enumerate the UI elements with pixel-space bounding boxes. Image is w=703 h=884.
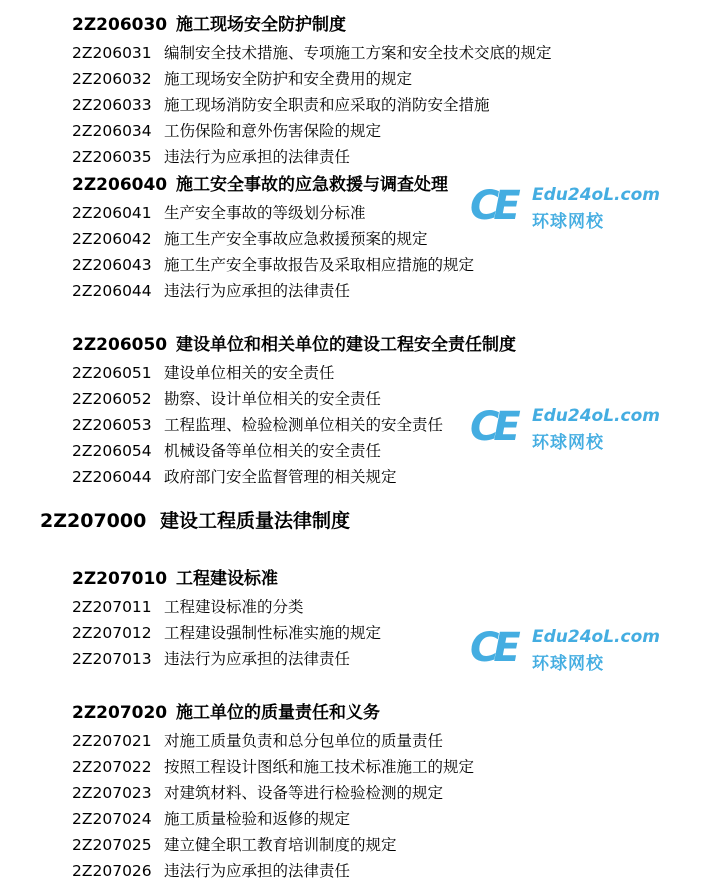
outline-item-code: 2Z207021	[72, 732, 152, 750]
watermark-logo-icon: CE	[470, 404, 515, 450]
outline-item-code: 2Z206032	[72, 70, 152, 88]
outline-item-code: 2Z207025	[72, 836, 152, 854]
outline-item-title: 工程建设标准	[176, 569, 278, 589]
outline-item-title: 编制安全技术措施、专项施工方案和安全技术交底的规定	[164, 44, 552, 62]
outline-item	[0, 780, 703, 806]
outline-item-title: 施工质量检验和返修的规定	[164, 810, 351, 828]
outline-item	[0, 754, 703, 780]
outline-item-code: 2Z206030	[72, 15, 168, 35]
outline-item	[0, 66, 703, 92]
outline-item	[0, 504, 703, 538]
outline-item	[0, 170, 703, 200]
outline-item-code: 2Z207013	[72, 650, 152, 668]
spacer	[0, 490, 703, 504]
outline-item	[0, 728, 703, 754]
outline-item-title: 违法行为应承担的法律责任	[164, 862, 351, 880]
watermark-logo-icon: CE	[470, 625, 515, 671]
outline-item	[0, 646, 703, 672]
outline-item	[0, 412, 703, 438]
spacer	[0, 304, 703, 330]
outline-item-title: 工程监理、检验检测单位相关的安全责任	[164, 416, 444, 434]
outline-item-code: 2Z207024	[72, 810, 152, 828]
outline-item-code: 2Z206050	[72, 335, 168, 355]
outline-item-code: 2Z206040	[72, 175, 168, 195]
outline-item-code: 2Z206051	[72, 364, 152, 382]
outline-item	[0, 10, 703, 40]
watermark-brand: 环球网校	[532, 433, 604, 453]
outline-item-title: 对建筑材料、设备等进行检验检测的规定	[164, 784, 444, 802]
outline-item	[0, 806, 703, 832]
outline-item-code: 2Z206044	[72, 468, 152, 486]
outline-item-code: 2Z206033	[72, 96, 152, 114]
outline-item	[0, 40, 703, 66]
outline-item	[0, 438, 703, 464]
outline-item	[0, 832, 703, 858]
outline-item	[0, 620, 703, 646]
outline-item	[0, 858, 703, 884]
outline-item-title: 勘察、设计单位相关的安全责任	[164, 390, 382, 408]
outline-item	[0, 92, 703, 118]
watermark-logo-icon: CE	[470, 183, 515, 229]
outline-item-title: 建立健全职工教育培训制度的规定	[164, 836, 397, 854]
outline-item-title: 施工单位的质量责任和义务	[176, 703, 380, 723]
outline-item-title: 施工生产安全事故报告及采取相应措施的规定	[164, 256, 475, 274]
outline-item-code: 2Z207026	[72, 862, 152, 880]
outline-item-code: 2Z207000	[40, 510, 147, 532]
outline-item	[0, 564, 703, 594]
watermark-url: Edu24oL.com	[532, 185, 660, 205]
outline-item-title: 违法行为应承担的法律责任	[164, 148, 351, 166]
outline-item-code: 2Z206035	[72, 148, 152, 166]
outline-item-title: 建设单位相关的安全责任	[164, 364, 335, 382]
outline-item-title: 政府部门安全监督管理的相关规定	[164, 468, 397, 486]
outline-item	[0, 278, 703, 304]
outline-item	[0, 360, 703, 386]
outline-item-code: 2Z207023	[72, 784, 152, 802]
outline-item-title: 工程建设标准的分类	[164, 598, 304, 616]
outline-item	[0, 594, 703, 620]
outline-item-title: 工程建设强制性标准实施的规定	[164, 624, 382, 642]
outline-item	[0, 698, 703, 728]
outline-item-title: 违法行为应承担的法律责任	[164, 282, 351, 300]
outline-item-code: 2Z206031	[72, 44, 152, 62]
outline-item-code: 2Z206052	[72, 390, 152, 408]
spacer	[0, 538, 703, 564]
watermark-url: Edu24oL.com	[532, 627, 660, 647]
outline-item	[0, 226, 703, 252]
outline-item-title: 建设工程质量法律制度	[160, 510, 351, 532]
outline-item-code: 2Z206034	[72, 122, 152, 140]
outline-item-code: 2Z207020	[72, 703, 168, 723]
outline-item-code: 2Z206044	[72, 282, 152, 300]
outline-item	[0, 144, 703, 170]
outline-item	[0, 118, 703, 144]
outline-item-title: 对施工质量负责和总分包单位的质量责任	[164, 732, 444, 750]
outline-item	[0, 252, 703, 278]
outline-item-code: 2Z206053	[72, 416, 152, 434]
watermark-brand: 环球网校	[532, 654, 604, 674]
outline-item-code: 2Z206054	[72, 442, 152, 460]
watermark-brand: 环球网校	[532, 212, 604, 232]
watermark-url: Edu24oL.com	[532, 406, 660, 426]
outline-item	[0, 464, 703, 490]
outline-item-code: 2Z207011	[72, 598, 152, 616]
outline-item-title: 施工现场安全防护和安全费用的规定	[164, 70, 413, 88]
outline-item-title: 建设单位和相关单位的建设工程安全责任制度	[176, 335, 516, 355]
outline-item-code: 2Z207010	[72, 569, 168, 589]
outline-item-title: 施工现场安全防护制度	[176, 15, 346, 35]
spacer	[0, 672, 703, 698]
outline-item-title: 施工现场消防安全职责和应采取的消防安全措施	[164, 96, 490, 114]
outline-item-title: 施工安全事故的应急救援与调查处理	[176, 175, 448, 195]
outline-item	[0, 386, 703, 412]
outline-item-title: 生产安全事故的等级划分标准	[164, 204, 366, 222]
outline-item-title: 施工生产安全事故应急救援预案的规定	[164, 230, 428, 248]
outline-item-title: 按照工程设计图纸和施工技术标准施工的规定	[164, 758, 475, 776]
outline-item	[0, 330, 703, 360]
outline-item-title: 工伤保险和意外伤害保险的规定	[164, 122, 382, 140]
outline-item-title: 机械设备等单位相关的安全责任	[164, 442, 382, 460]
outline-item-code: 2Z206041	[72, 204, 152, 222]
outline-item-code: 2Z206043	[72, 256, 152, 274]
outline-item-code: 2Z206042	[72, 230, 152, 248]
outline-item-code: 2Z207012	[72, 624, 152, 642]
outline-item	[0, 200, 703, 226]
outline-item-code: 2Z207022	[72, 758, 152, 776]
outline-item-title: 违法行为应承担的法律责任	[164, 650, 351, 668]
